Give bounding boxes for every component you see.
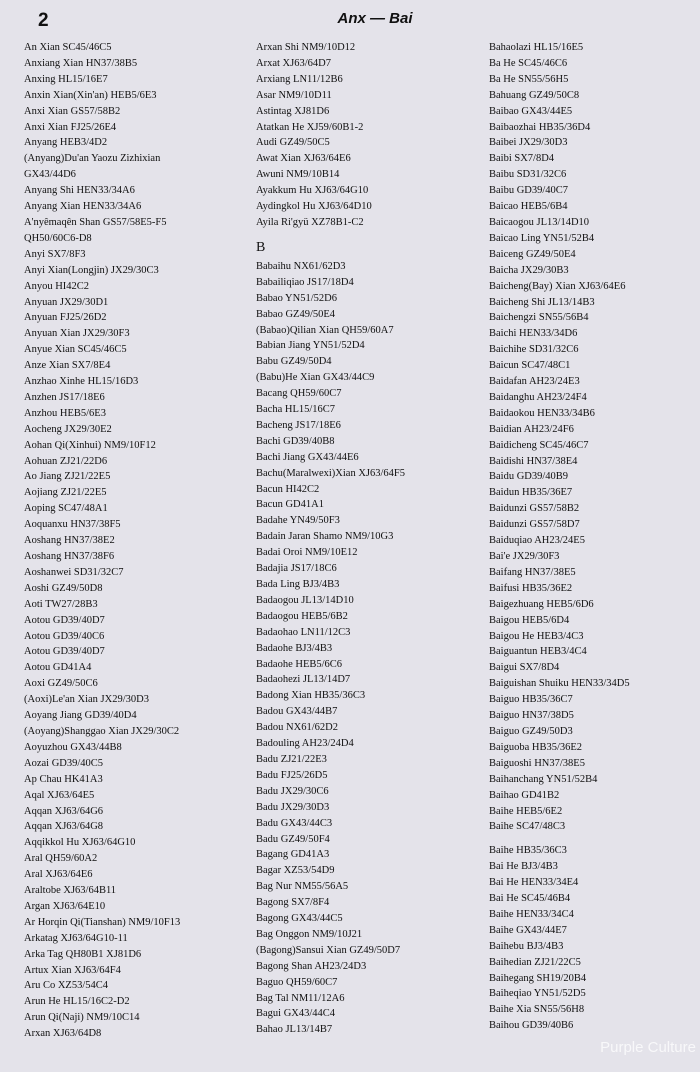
index-entry: Aohuan ZJ21/22D6 (24, 455, 108, 467)
index-entry: Baihanchang YN51/52B4 (489, 773, 598, 785)
index-entry: Baiguoshi HN37/38E5 (489, 757, 585, 769)
index-entry: Ao Jiang ZJ21/22E5 (24, 471, 111, 483)
index-entry: (Aoxi)Le'an Xian JX29/30D3 (24, 694, 149, 706)
index-entry: Argan XJ63/64E10 (24, 900, 106, 912)
index-entry: Ayakkum Hu XJ63/64G10 (256, 185, 369, 197)
index-entry: (Babu)He Xian GX43/44C9 (256, 372, 375, 384)
index-entry: Baiguo GZ49/50D3 (489, 725, 573, 737)
index-entry: Awat Xian XJ63/64E6 (256, 153, 351, 165)
index-entry: Bachu(Maralwexi)Xian XJ63/64F5 (256, 467, 406, 479)
index-entry: Arxiang LN11/12B6 (256, 73, 343, 85)
index-entry: Baidunzi GS57/58B2 (489, 503, 580, 515)
index-entry: Ayila Ri'gyü XZ78B1-C2 (256, 216, 364, 228)
index-entry: Baguo QH59/60C7 (256, 976, 338, 988)
index-entry: Aral XJ63/64E6 (24, 869, 93, 881)
index-entry: Badaohezi JL13/14D7 (256, 674, 351, 686)
page-number: 2 (38, 10, 49, 31)
index-entry: (Babao)Qilian Xian QH59/60A7 (256, 324, 394, 336)
index-entry: Badou GX43/44B7 (256, 706, 338, 718)
index-entry: Aydingkol Hu XJ63/64D10 (256, 201, 372, 213)
index-entry: Baidunzi GS57/58D7 (489, 519, 580, 531)
index-entry: (Aoyang)Shanggao Xian JX29/30C2 (24, 725, 180, 737)
index-entry: Baidishi HN37/38E4 (489, 455, 578, 467)
index-entry: Baicun SC47/48C1 (489, 360, 571, 372)
index-entry: Baidafan AH23/24E3 (489, 376, 580, 388)
section-gap (489, 835, 700, 843)
index-entry: Babaihu NX61/62D3 (256, 260, 346, 272)
index-column-1 (24, 40, 252, 1042)
index-entry: Anyang Xian HEN33/34A6 (24, 201, 142, 213)
index-entry: QH50/60C6-D8 (24, 232, 92, 244)
index-entry: Anxi Xian GS57/58B2 (24, 105, 121, 117)
index-entry: Aoshi GZ49/50D8 (24, 582, 103, 594)
index-entry: Aoti TW27/28B3 (24, 598, 98, 610)
index-entry: Baicheng(Bay) Xian XJ63/64E6 (489, 280, 626, 292)
index-entry: Anxin Xian(Xin'an) HEB5/6E3 (24, 89, 157, 101)
index-entry: Bagang GD41A3 (256, 849, 330, 861)
index-entry: Baigou He HEB3/4C3 (489, 630, 584, 642)
index-entry: Baifusi HB35/36E2 (489, 582, 573, 594)
index-entry: Baiguishan Shuiku HEN33/34D5 (489, 678, 630, 690)
index-entry: Aoyang Jiang GD39/40D4 (24, 710, 137, 722)
index-entry: Aoshang HN37/38E2 (24, 535, 115, 547)
index-entry: Bacun HI42C2 (256, 483, 320, 495)
index-entry: Badai Oroi NM9/10E12 (256, 547, 358, 559)
index-entry: Baifang HN37/38E5 (489, 566, 576, 578)
index-entry: Baichengzi SN55/56B4 (489, 312, 589, 324)
index-entry: Baiguoba HB35/36E2 (489, 741, 583, 753)
index-entry: Bachi GD39/40B8 (256, 435, 335, 447)
index-entry: Bagong Shan AH23/24D3 (256, 960, 367, 972)
index-entry: Audi GZ49/50C5 (256, 137, 330, 149)
index-entry: Ar Horqin Qi(Tianshan) NM9/10F13 (24, 916, 181, 928)
index-entry: Baiguo HN37/38D5 (489, 710, 574, 722)
index-entry: Anzhou HEB5/6E3 (24, 407, 106, 419)
index-entry: Ap Chau HK41A3 (24, 773, 103, 785)
index-entry: Anyou HI42C2 (24, 280, 90, 292)
index-entry: Bagui GX43/44C4 (256, 1008, 336, 1020)
index-entry: Aocheng JX29/30E2 (24, 423, 112, 435)
section-letter: B (256, 239, 266, 255)
index-entry: Baigui SX7/8D4 (489, 662, 560, 674)
index-entry: Aotou GD39/40C6 (24, 630, 105, 642)
index-entry: Badain Jaran Shamo NM9/10G3 (256, 531, 394, 543)
index-entry: Arka Tag QH80B1 XJ81D6 (24, 948, 142, 960)
index-entry: Bai He BJ3/4B3 (489, 861, 558, 873)
index-entry: Baihe GX43/44E7 (489, 924, 567, 936)
watermark-logo: Purple Culture (600, 1039, 696, 1056)
index-entry: Anyi Xian(Longjin) JX29/30C3 (24, 264, 159, 276)
index-entry: Bag Nur NM55/56A5 (256, 881, 349, 893)
index-entry: Badu FJ25/26D5 (256, 769, 328, 781)
index-entry: Aoping SC47/48A1 (24, 503, 108, 515)
index-entry: Arxan XJ63/64D8 (24, 1028, 102, 1040)
index-entry: Badu GZ49/50F4 (256, 833, 330, 845)
index-entry: Baihao GD41B2 (489, 789, 560, 801)
index-entry: Arxan Shi NM9/10D12 (256, 42, 356, 53)
index-entry: Bacun GD41A1 (256, 499, 324, 511)
index-entry: Aohan Qi(Xinhui) NM9/10F12 (24, 439, 156, 451)
index-entry: Baichihe SD31/32C6 (489, 344, 579, 356)
index-entry: Baigou HEB5/6D4 (489, 614, 570, 626)
index-entry: Arun Qi(Naji) NM9/10C14 (24, 1012, 140, 1024)
index-entry: Artux Xian XJ63/64F4 (24, 964, 121, 976)
index-entry: Aoxi GZ49/50C6 (24, 678, 98, 690)
index-entry: Baidaokou HEN33/34B6 (489, 407, 595, 419)
index-entry: Baicao Ling YN51/52B4 (489, 232, 595, 244)
index-entry: Bahao JL13/14B7 (256, 1024, 333, 1036)
index-entry: Badaohe BJ3/4B3 (256, 642, 333, 654)
index-entry: GX43/44D6 (24, 169, 76, 181)
index-entry: Bai'e JX29/30F3 (489, 551, 560, 562)
index-entry: Bai He HEN33/34E4 (489, 877, 579, 889)
index-entry: Aqqan XJ63/64G8 (24, 821, 104, 833)
index-entry: Anyi SX7/8F3 (24, 248, 86, 260)
index-entry: Baiheqiao YN51/52D5 (489, 988, 586, 1000)
index-entry: Anyang HEB3/4D2 (24, 137, 108, 149)
index-entry: Baibu GD39/40C7 (489, 185, 569, 197)
index-entry: Baihe Xia SN55/56H8 (489, 1004, 585, 1016)
index-entry: Anzhen JS17/18E6 (24, 391, 105, 403)
index-entry: Bacha HL15/16C7 (256, 404, 336, 416)
index-entry: Aotou GD41A4 (24, 662, 92, 674)
index-entry: Badu JX29/30C6 (256, 785, 329, 797)
index-entry: Aqqikkol Hu XJ63/64G10 (24, 837, 136, 849)
index-entry: Baiceng GZ49/50E4 (489, 248, 576, 260)
index-entry: Babian Jiang YN51/52D4 (256, 340, 365, 352)
index-entry: Anyuan JX29/30D1 (24, 296, 109, 308)
index-entry: Badu GX43/44C3 (256, 817, 333, 829)
index-entry: Araltobe XJ63/64B11 (24, 885, 117, 897)
index-entry: Badajia JS17/18C6 (256, 563, 337, 575)
index-column-3 (489, 40, 700, 1034)
index-entry: Baidian AH23/24F6 (489, 423, 574, 435)
index-entry: Asar NM9/10D11 (256, 89, 332, 101)
index-entry: Baigezhuang HEB5/6D6 (489, 598, 594, 610)
index-entry: Baibu SD31/32C6 (489, 169, 567, 181)
index-entry: Ba He SN55/56H5 (489, 73, 569, 85)
index-entry: Baidun HB35/36E7 (489, 487, 573, 499)
index-entry: Aoshang HN37/38F6 (24, 551, 115, 562)
index-entry: Bahaolazi HL15/16E5 (489, 42, 584, 53)
index-entry: Anzhao Xinhe HL15/16D3 (24, 376, 139, 388)
index-entry: Badong Xian HB35/36C3 (256, 690, 366, 702)
index-entry: Babailiqiao JS17/18D4 (256, 276, 354, 288)
index-entry: Bacang QH59/60C7 (256, 388, 342, 400)
index-entry: Baicao HEB5/6B4 (489, 201, 568, 213)
index-entry: Arxat XJ63/64D7 (256, 57, 331, 69)
index-entry: Badaogou JL13/14D10 (256, 594, 354, 606)
index-entry: Baihe SC47/48C3 (489, 821, 566, 833)
index-entry: Badou NX61/62D2 (256, 722, 338, 734)
index-entry: Aozai GD39/40C5 (24, 757, 104, 769)
index-entry: Aoquanxu HN37/38F5 (24, 519, 121, 531)
index-entry: Aotou GD39/40D7 (24, 614, 105, 626)
index-entry: Badu ZJ21/22E3 (256, 753, 327, 765)
index-entry: Babao YN51/52D6 (256, 292, 337, 304)
index-entry: Baihebu BJ3/4B3 (489, 940, 564, 952)
index-entry: Bagong SX7/8F4 (256, 897, 330, 909)
index-entry: Anxing HL15/16E7 (24, 73, 108, 85)
index-entry: Baicheng Shi JL13/14B3 (489, 296, 595, 308)
index-entry: Baibi SX7/8D4 (489, 153, 555, 165)
index-entry: Bag Onggon NM9/10J21 (256, 928, 363, 940)
index-entry: Bachi Jiang GX43/44E6 (256, 451, 359, 463)
index-entry: Aru Co XZ53/54C4 (24, 980, 108, 992)
index-entry: Atatkan He XJ59/60B1-2 (256, 121, 364, 133)
index-entry: Aotou GD39/40D7 (24, 646, 105, 658)
index-entry: Aral QH59/60A2 (24, 853, 98, 865)
index-entry: Baidicheng SC45/46C7 (489, 439, 589, 451)
index-entry: Baidu GD39/40B9 (489, 471, 569, 483)
index-entry: Baibei JX29/30D3 (489, 137, 568, 149)
index-entry: Anyuan FJ25/26D2 (24, 312, 107, 324)
index-entry: Anze Xian SX7/8E4 (24, 360, 111, 372)
index-entry: Badaohe HEB5/6C6 (256, 658, 343, 670)
index-entry: Baihe HEN33/34C4 (489, 908, 574, 920)
index-entry: Baichi HEN33/34D6 (489, 328, 578, 340)
index-entry: Bagong GX43/44C5 (256, 913, 343, 925)
index-entry: Awuni NM9/10B14 (256, 169, 340, 181)
index-entry: Baibao GX43/44E5 (489, 105, 573, 117)
index-entry: Badahe YN49/50F3 (256, 515, 340, 527)
index-entry: Badouling AH23/24D4 (256, 738, 354, 750)
index-entry: Arun He HL15/16C2-D2 (24, 996, 130, 1008)
running-head: Anx — Bai (337, 10, 413, 27)
index-entry: Aqal XJ63/64E5 (24, 789, 95, 801)
index-entry: Baiduqiao AH23/24E5 (489, 535, 585, 547)
index-entry: Badaogou HEB5/6B2 (256, 610, 348, 622)
index-entry: Baicaogou JL13/14D10 (489, 216, 590, 228)
index-column-2 (256, 40, 486, 1038)
index-entry: (Bagong)Sansui Xian GZ49/50D7 (256, 944, 401, 956)
index-entry: Baibaozhai HB35/36D4 (489, 121, 591, 133)
index-entry: Bada Ling BJ3/4B3 (256, 579, 340, 590)
index-entry: Bag Tal NM11/12A6 (256, 992, 345, 1004)
index-entry: Bacheng JS17/18E6 (256, 419, 341, 431)
index-entry: A'nyêmaqên Shan GS57/58E5-F5 (24, 216, 167, 228)
index-entry: Baihe HB35/36C3 (489, 845, 567, 857)
index-entry: Baicha JX29/30B3 (489, 264, 569, 276)
index-entry: Astintag XJ81D6 (256, 105, 330, 117)
index-entry: Baihou GD39/40B6 (489, 1020, 574, 1032)
index-entry: Aoshanwei SD31/32C7 (24, 566, 124, 578)
index-entry: Bai He SC45/46B4 (489, 893, 571, 905)
index-entry: Anyue Xian SC45/46C5 (24, 344, 127, 356)
index-entry: Aoyuzhou GX43/44B8 (24, 741, 122, 753)
index-entry: An Xian SC45/46C5 (24, 42, 112, 53)
index-entry: Anxiang Xian HN37/38B5 (24, 57, 138, 69)
index-entry: Arkatag XJ63/64G10-11 (24, 932, 128, 944)
index-entry: Anyuan Xian JX29/30F3 (24, 328, 130, 340)
index-entry: Babao GZ49/50E4 (256, 308, 336, 320)
index-entry: Badaohao LN11/12C3 (256, 626, 351, 638)
index-entry: Baiguo HB35/36C7 (489, 694, 573, 706)
index-entry: Bagar XZ53/54D9 (256, 865, 335, 877)
index-entry: Bahuang GZ49/50C8 (489, 89, 580, 101)
index-entry: Badu JX29/30D3 (256, 801, 330, 813)
index-entry: Aqqan XJ63/64G6 (24, 805, 104, 817)
index-entry: Baihedian ZJ21/22C5 (489, 956, 581, 968)
index-entry: Anxi Xian FJ25/26E4 (24, 121, 117, 133)
index-entry: (Anyang)Du'an Yaozu Zizhixian (24, 153, 161, 165)
index-entry: Ba He SC45/46C6 (489, 57, 568, 69)
index-entry: Babu GZ49/50D4 (256, 356, 332, 368)
index-entry: Baihe HEB5/6E2 (489, 805, 563, 817)
index-entry: Baihegang SH19/20B4 (489, 972, 587, 984)
index-entry: Baiguantun HEB3/4C4 (489, 646, 587, 658)
index-entry: Aojiang ZJ21/22E5 (24, 487, 107, 499)
index-entry: Baidanghu AH23/24F4 (489, 391, 587, 403)
index-entry: Anyang Shi HEN33/34A6 (24, 185, 135, 197)
